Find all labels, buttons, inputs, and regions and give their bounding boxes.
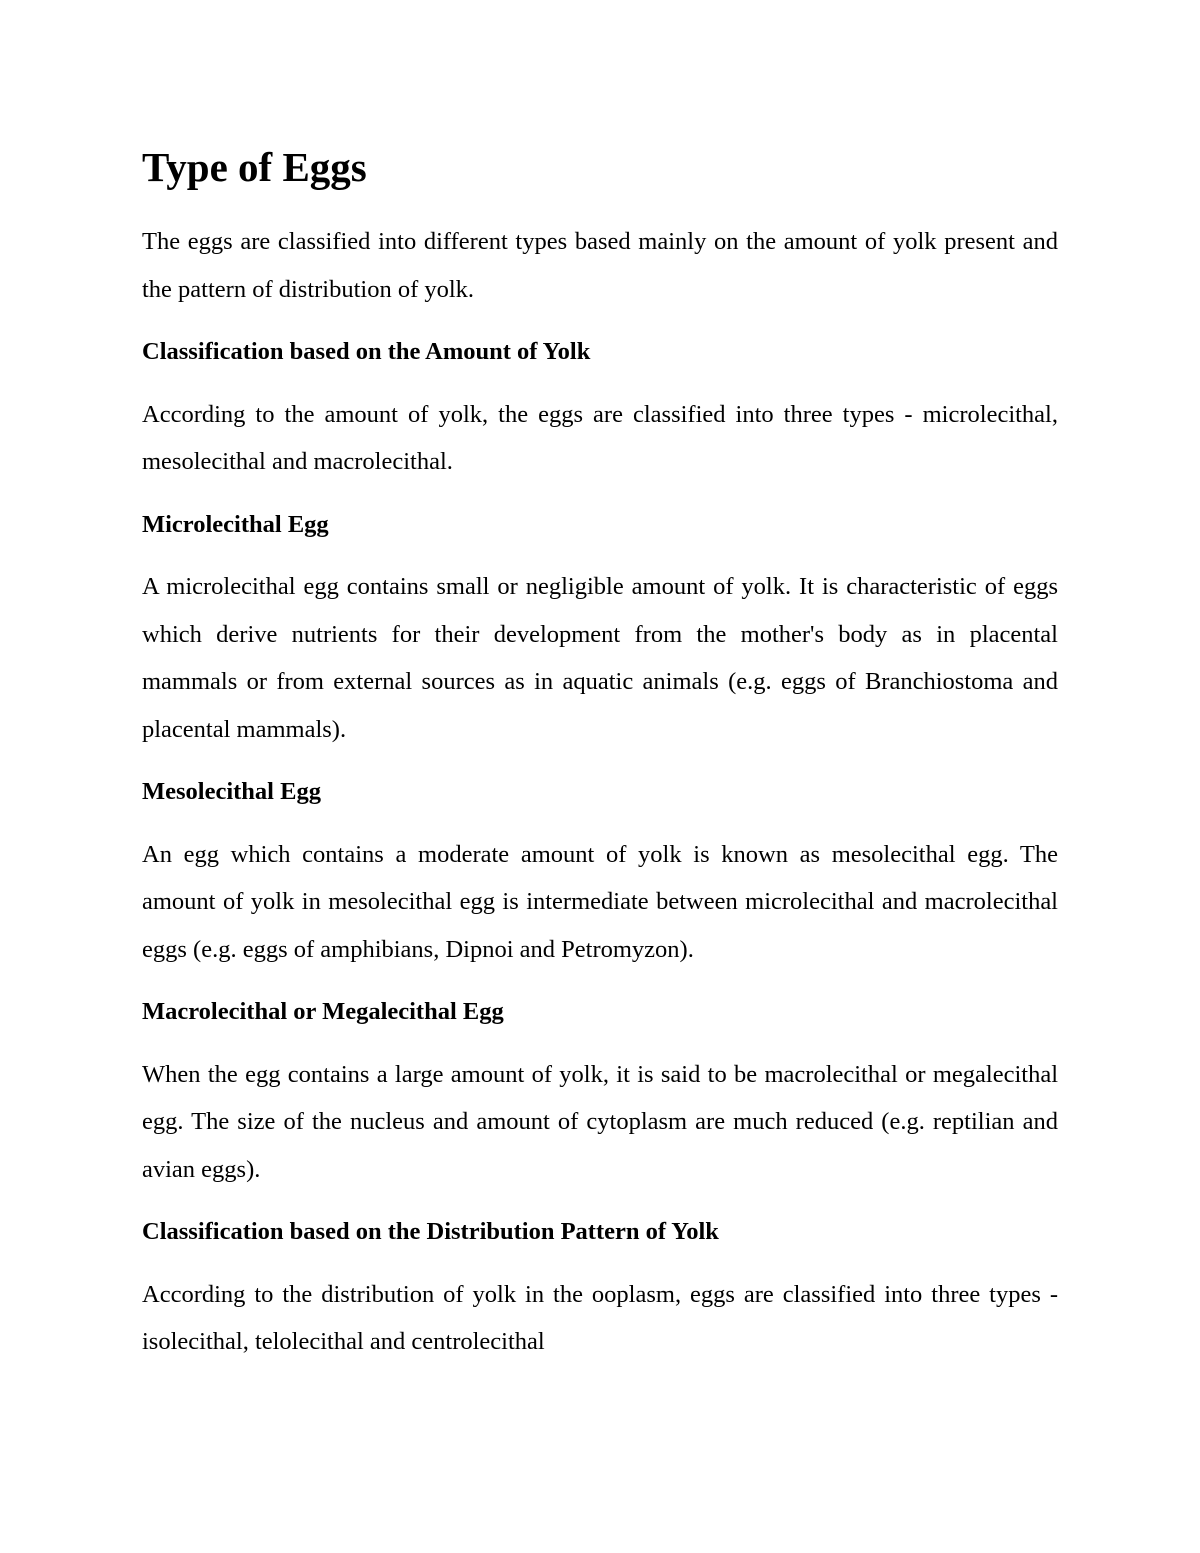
microlecithal-paragraph: A microlecithal egg contains small or negligible amount of yolk. It is characteristic of eggs which derive nutrients for their development from the mother's body as in placental mammals or from external sources as in aquatic animals (e.g. eggs of Branchiostoma and placental mammals). xyxy=(142,573,1058,743)
microlecithal-heading: Microlecithal Egg xyxy=(142,510,329,538)
document-page xyxy=(142,136,1058,1366)
intro-paragraph: The eggs are classified into different types based mainly on the amount of yolk present and the pattern of distribution of yolk. xyxy=(142,228,1058,303)
macrolecithal-paragraph: When the egg contains a large amount of yolk, it is said to be macrolecithal or megalecithal egg. The size of the nucleus and amount of cytoplasm are much reduced (e.g. reptilian and avian eggs). xyxy=(142,1060,1058,1183)
mesolecithal-paragraph: An egg which contains a moderate amount of yolk is known as mesolecithal egg. The amount of yolk in mesolecithal egg is intermediate between microlecithal and macrolecithal eggs (e.g. eggs of amphibians, Dipnoi and Petromyzon). xyxy=(142,840,1058,963)
page-title: Type of Eggs xyxy=(142,144,367,190)
macrolecithal-heading: Macrolecithal or Megalecithal Egg xyxy=(142,998,504,1025)
mesolecithal-heading: Mesolecithal Egg xyxy=(142,778,321,805)
distribution-pattern-heading: Classification based on the Distribution Pattern of Yolk xyxy=(142,1218,719,1245)
amount-of-yolk-heading: Classification based on the Amount of Yolk xyxy=(142,338,591,365)
amount-of-yolk-paragraph: According to the amount of yolk, the eggs are classified into three types - microlecithal, mesolecithal and macrolecithal. xyxy=(142,400,1058,475)
distribution-pattern-paragraph: According to the distribution of yolk in the ooplasm, eggs are classified into three types - isolecithal, telolecithal and centrolecithal xyxy=(142,1280,1058,1355)
